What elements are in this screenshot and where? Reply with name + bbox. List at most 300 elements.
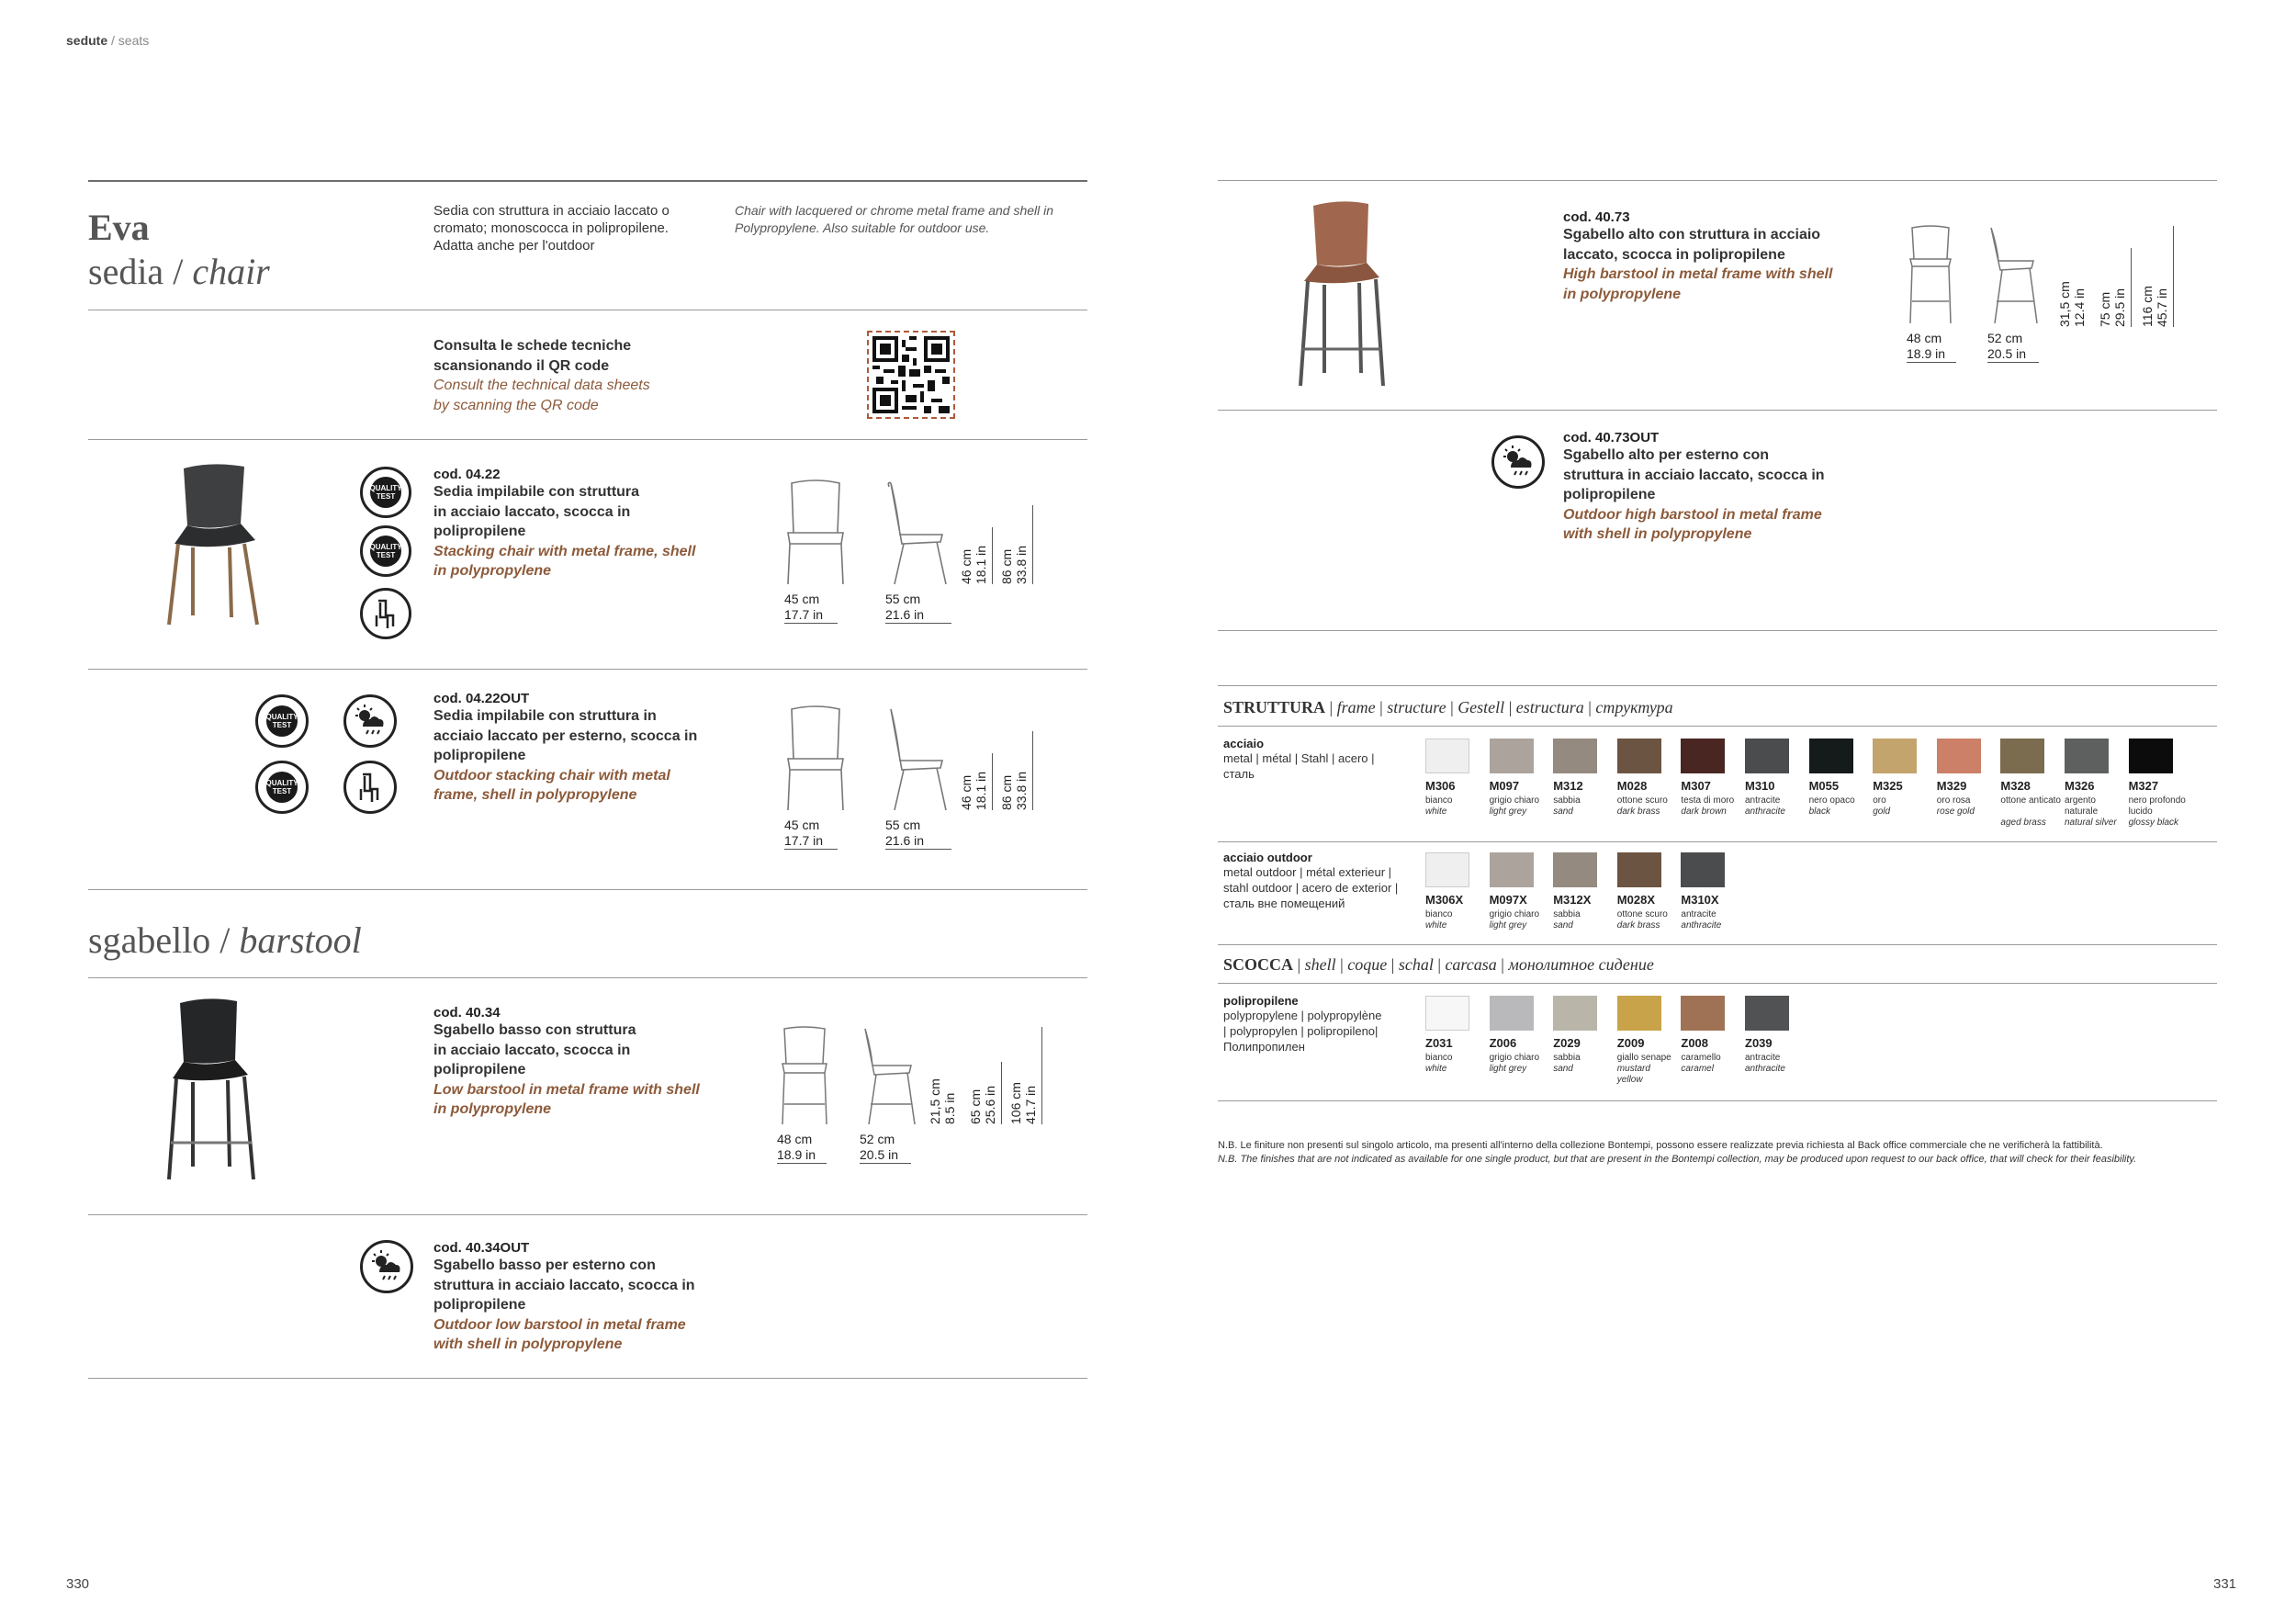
divider	[1218, 180, 2217, 181]
qr-text-it: scansionando il QR code	[433, 357, 610, 374]
dim-v2i: 33.8 in	[1014, 545, 1029, 584]
swatch-name-it: giallo senape	[1616, 1053, 1671, 1063]
dim-depth	[885, 592, 951, 624]
dim-depth	[885, 818, 951, 850]
color-swatch	[1553, 996, 1597, 1031]
divider	[1218, 630, 2217, 631]
divider	[1218, 1100, 2217, 1101]
swatch-code: Z029	[1553, 1036, 1581, 1050]
material-sub: сталь вне помещений	[1223, 897, 1345, 910]
dim-line	[992, 753, 993, 810]
product-name-en: Stacking chair with metal frame, shell	[433, 543, 696, 559]
product-name-en: High barstool in metal frame with shell	[1563, 266, 1833, 282]
product-name-it: struttura in acciaio laccato, scocca in	[1563, 467, 1825, 483]
product-name-en: frame, shell in polypropylene	[433, 787, 637, 803]
outdoor-weather-icon	[343, 694, 397, 748]
swatch-name-en: gold	[1873, 806, 1891, 817]
product-name-en: in polypropylene	[1563, 286, 1682, 302]
product-name-it: polipropilene	[433, 1062, 526, 1077]
dim-v1i: 18.1 in	[974, 771, 988, 810]
dim-line	[2131, 248, 2132, 327]
dim-total-height	[999, 775, 1014, 810]
dim-d-in: 21.6 in	[885, 833, 925, 848]
color-swatch	[1425, 852, 1469, 887]
swatch-name-it: ottone scuro	[1616, 795, 1668, 806]
swatch-code: M325	[1873, 779, 1903, 793]
color-swatch	[1553, 739, 1597, 773]
barstool-section-title	[88, 919, 362, 962]
acciaio-label	[1223, 737, 1375, 782]
dim-d-in: 21.6 in	[885, 607, 925, 622]
swatch-name-en: dark brass	[1616, 920, 1660, 930]
dim-line	[1041, 1027, 1042, 1124]
quality-label: QUALITY TEST	[265, 713, 298, 729]
material-title: acciaio outdoor	[1223, 851, 1312, 864]
product-code: cod. 40.34OUT	[433, 1240, 530, 1256]
dim-width	[784, 818, 838, 850]
product-code: cod. 40.73	[1563, 209, 1630, 225]
divider	[1218, 841, 2217, 842]
swatch-name-en: sand	[1553, 806, 1573, 817]
dim-total-height-in	[1014, 546, 1029, 584]
swatch-name-it: nero opaco	[1808, 795, 1855, 806]
color-swatch	[1745, 996, 1789, 1031]
dim-v0: 31,5 cm	[2057, 281, 2072, 327]
material-sub: Полипропилен	[1223, 1040, 1305, 1054]
color-swatch	[1425, 739, 1469, 773]
dim-v0i: 12.4 in	[2072, 288, 2087, 327]
barstool-front-drawing	[1907, 224, 1954, 327]
dim-w-cm: 48 cm	[777, 1132, 813, 1146]
product-name-it: Sgabello alto con struttura in acciaio	[1563, 227, 1821, 242]
swatch-name-en: light grey	[1489, 1064, 1527, 1074]
quality-test-en-icon	[360, 525, 411, 577]
dim-w-in: 18.9 in	[777, 1147, 816, 1162]
swatch-name-it: ottone anticato	[2000, 795, 2061, 806]
product-name-it: in acciaio laccato, scocca in	[433, 1042, 631, 1058]
swatch-name-it: caramello	[1681, 1053, 1721, 1063]
qr-code[interactable]	[867, 331, 955, 419]
dim-v2: 86 cm	[999, 774, 1014, 810]
dim-v1: 75 cm	[2098, 291, 2112, 327]
material-sub: polypropylene | polypropylène	[1223, 1009, 1382, 1022]
swatch-code: Z039	[1745, 1036, 1773, 1050]
qr-text-it: Consulta le schede tecniche	[433, 338, 632, 354]
product-name-it: in acciaio laccato, scocca in	[433, 503, 631, 520]
divider	[88, 669, 1087, 670]
product-name-it: acciaio laccato per esterno, scocca in	[433, 727, 698, 744]
swatch-name-it: testa di moro	[1681, 795, 1735, 806]
desc-it-line: Adatta anche per l'outdoor	[433, 238, 595, 254]
barstool-4073-photo	[1286, 198, 1405, 391]
family-description-en	[735, 202, 1053, 237]
dim-w-cm: 45 cm	[784, 818, 820, 832]
swatch-name-en: aged brass	[2000, 818, 2046, 828]
dim-v0: 21,5 cm	[928, 1078, 942, 1124]
product-0422out-text	[433, 691, 697, 806]
dim-width	[1907, 331, 1956, 363]
swatch-name-it: nero profondo lucido	[2128, 795, 2186, 817]
color-swatch	[1873, 739, 1917, 773]
desc-it-line: Sedia con struttura in acciaio laccato o	[433, 203, 670, 219]
dim-w-in: 17.7 in	[784, 833, 824, 848]
product-4034-text	[433, 1005, 700, 1120]
quality-label: QUALITY TEST	[369, 484, 402, 501]
swatch-name-en: anthracite	[1681, 920, 1722, 930]
dim-total-height	[2140, 286, 2155, 327]
swatch-name-en: glossy black	[2128, 818, 2179, 828]
divider	[1218, 944, 2217, 945]
chair-front-drawing	[782, 478, 849, 588]
product-name-en: Outdoor high barstool in metal frame	[1563, 506, 1822, 523]
dim-v1: 65 cm	[968, 1088, 983, 1124]
qr-code-icon	[872, 336, 950, 413]
outdoor-weather-icon	[360, 1240, 413, 1293]
swatch-code: M306	[1425, 779, 1456, 793]
swatch-code: M310X	[1681, 893, 1719, 907]
chair-side-drawing	[884, 704, 950, 814]
lang-label: structure	[1387, 698, 1446, 716]
product-name-it: Sedia impilabile con struttura	[433, 484, 640, 500]
swatch-name-en: mustard yellow	[1616, 1064, 1650, 1085]
breadcrumb-sep: /	[107, 33, 118, 48]
product-4034out-text	[433, 1240, 695, 1355]
breadcrumb-sub: seats	[118, 33, 150, 48]
divider	[1218, 983, 2217, 984]
dim-seat-height	[968, 1089, 983, 1124]
swatch-name-en: sand	[1553, 920, 1573, 930]
dim-w-in: 17.7 in	[784, 607, 824, 622]
material-sub: metal | métal | Stahl | acero |	[1223, 751, 1375, 765]
product-name-it: struttura in acciaio laccato, scocca in	[433, 1277, 695, 1293]
dim-depth	[1987, 331, 2039, 363]
struttura-title: STRUTTURA	[1223, 698, 1326, 716]
quality-test-icon	[360, 467, 411, 518]
color-swatch	[2129, 739, 2173, 773]
dim-v1i: 18.1 in	[974, 545, 988, 584]
lang-label: структура	[1595, 698, 1673, 716]
swatch-name-en: dark brown	[1681, 806, 1727, 817]
swatch-code: M028	[1616, 779, 1648, 793]
swatch-name-it: bianco	[1425, 909, 1453, 919]
swatch-name-it: argento naturale	[2065, 795, 2099, 817]
dim-arm-height-in	[2072, 288, 2087, 327]
barstool-4034-photo	[162, 996, 281, 1189]
swatch-code: M307	[1681, 779, 1711, 793]
product-name-en: with shell in polypropylene	[433, 1336, 623, 1352]
qr-instructions	[433, 336, 650, 415]
dim-seat-height	[959, 775, 974, 810]
divider	[88, 977, 1087, 978]
product-name-en: Outdoor stacking chair with metal	[433, 767, 670, 784]
page-number-right: 331	[2213, 1576, 2237, 1592]
breadcrumb-main: sedute	[66, 33, 108, 48]
swatch-name-en: anthracite	[1745, 806, 1785, 817]
subtitle-it: sedia /	[88, 251, 184, 292]
barstool-side-drawing	[1986, 224, 2041, 327]
swatch-name-it: antracite	[1745, 795, 1781, 806]
product-0422-text	[433, 467, 695, 581]
color-swatch	[1617, 996, 1661, 1031]
divider	[88, 889, 1087, 890]
quality-label: QUALITY TEST	[369, 543, 402, 559]
color-swatch	[1937, 739, 1981, 773]
dim-seat-height-in	[974, 546, 988, 584]
swatch-name-it: grigio chiaro	[1489, 795, 1540, 806]
dim-line	[1032, 505, 1033, 584]
dim-total-height-in	[1014, 772, 1029, 810]
color-swatch	[1617, 739, 1661, 773]
swatch-code: Z009	[1616, 1036, 1645, 1050]
dim-total-height	[1008, 1082, 1023, 1124]
dim-seat-height-in	[974, 772, 988, 810]
scocca-title: SCOCCA	[1223, 955, 1294, 974]
breadcrumb	[66, 33, 149, 48]
dim-w-cm: 48 cm	[1907, 331, 1942, 345]
swatch-code: Z008	[1681, 1036, 1709, 1050]
stacking-icon	[360, 588, 411, 639]
product-name-it: Sgabello basso con struttura	[433, 1022, 636, 1038]
dim-d-in: 20.5 in	[1987, 346, 2027, 361]
swatch-name-en: anthracite	[1745, 1064, 1785, 1074]
note-en: N.B. The finishes that are not indicated as available for one single product, but that are present in the Bontempi collection, may be produced upon request to our back office, that will check for their feasibility.	[1218, 1154, 2137, 1165]
dim-total-height-in	[2155, 288, 2169, 327]
dim-line	[992, 527, 993, 584]
dim-total-height-in	[1023, 1086, 1038, 1124]
swatch-name-it: grigio chiaro	[1489, 1053, 1540, 1063]
color-swatch	[2065, 739, 2109, 773]
dim-v1: 46 cm	[959, 548, 974, 584]
color-swatch	[1681, 996, 1725, 1031]
dim-arm-height	[928, 1078, 942, 1124]
product-name-en: in polypropylene	[433, 563, 552, 579]
dim-v1i: 25.6 in	[983, 1085, 997, 1124]
product-name-it: polipropilene	[433, 524, 526, 539]
color-swatch	[1745, 739, 1789, 773]
scocca-heading: SCOCCA | shell | coque | schal | carcasa | монолитное сидение	[1223, 955, 1654, 974]
dim-width	[784, 592, 838, 624]
swatch-name-en: rose gold	[1936, 806, 1975, 817]
divider	[88, 180, 1087, 182]
chair-front-drawing	[782, 704, 849, 814]
swatch-name-it: antracite	[1745, 1053, 1781, 1063]
dim-line	[1032, 731, 1033, 810]
dim-arm-height	[2057, 281, 2072, 327]
swatch-code: M312X	[1553, 893, 1592, 907]
lang-label: schal	[1398, 955, 1434, 974]
lang-label: carcasa	[1445, 955, 1497, 974]
material-sub: stahl outdoor | acero de exterior |	[1223, 881, 1399, 895]
product-name-en: Low barstool in metal frame with shell	[433, 1081, 700, 1098]
swatch-code: M097	[1489, 779, 1520, 793]
swatch-name-it: oro rosa	[1936, 795, 1971, 806]
product-name-it: Sedia impilabile con struttura in	[433, 708, 657, 724]
color-swatch	[1490, 739, 1534, 773]
note-it: N.B. Le finiture non presenti sul singolo articolo, ma presenti all'interno della collezione Bontempi, possono essere realizzate previa richiesta al Back office commerciale che ne verificherà la fattibilità.	[1218, 1140, 2103, 1151]
swatch-name-en: white	[1425, 806, 1447, 817]
swatch-name-en: light grey	[1489, 806, 1527, 817]
desc-en-line: Polypropylene. Also suitable for outdoor use.	[735, 220, 990, 235]
qr-text-en: by scanning the QR code	[433, 397, 599, 413]
product-name-en: with shell in polypropylene	[1563, 526, 1752, 542]
dim-v2i: 45.7 in	[2155, 288, 2169, 327]
color-swatch	[1490, 852, 1534, 887]
product-name-it: polipropilene	[433, 1297, 526, 1313]
dim-line	[2173, 226, 2174, 327]
swatch-name-en: sand	[1553, 1064, 1573, 1074]
barstool-title-en: barstool	[239, 919, 362, 961]
product-name-it: polipropilene	[1563, 487, 1656, 502]
color-swatch	[1553, 852, 1597, 887]
material-sub: сталь	[1223, 767, 1255, 781]
dim-total-height	[999, 549, 1014, 584]
product-name-it: laccato, scocca in polipropilene	[1563, 246, 1785, 263]
lang-label: shell	[1304, 955, 1336, 974]
dim-seat-height	[2098, 292, 2112, 327]
material-title: polipropilene	[1223, 994, 1299, 1008]
dim-v2i: 33.8 in	[1014, 771, 1029, 810]
product-name-en: Outdoor low barstool in metal frame	[433, 1316, 686, 1333]
color-swatch	[1809, 739, 1853, 773]
swatch-name-it: grigio chiaro	[1489, 909, 1540, 919]
dim-seat-height-in	[983, 1086, 997, 1124]
swatch-code: M328	[2000, 779, 2031, 793]
swatch-name-en: black	[1808, 806, 1830, 817]
stacking-icon	[343, 761, 397, 814]
swatch-code: M306X	[1425, 893, 1464, 907]
dim-v2: 86 cm	[999, 548, 1014, 584]
color-swatch	[1681, 739, 1725, 773]
swatch-name-en: caramel	[1681, 1064, 1714, 1074]
swatch-name-en: white	[1425, 1064, 1447, 1074]
lang-label: монолитное сидение	[1508, 955, 1654, 974]
swatch-code: M329	[1936, 779, 1967, 793]
product-name-it: polipropilene	[433, 748, 526, 763]
swatch-code: M326	[2065, 779, 2095, 793]
divider	[1218, 410, 2217, 411]
product-name-it: Sgabello basso per esterno con	[433, 1257, 656, 1273]
family-description-it	[433, 202, 670, 254]
chair-0422-photo	[156, 459, 285, 634]
page-number-left: 330	[66, 1576, 90, 1592]
barstool-front-drawing	[777, 1025, 832, 1128]
barstool-title-it: sgabello /	[88, 919, 231, 961]
product-family-subtitle	[88, 250, 270, 293]
product-4073-text	[1563, 209, 1832, 304]
dim-width	[777, 1132, 827, 1164]
product-code: cod. 04.22	[433, 467, 501, 482]
chair-side-drawing	[884, 478, 950, 588]
swatch-name-it: sabbia	[1553, 909, 1581, 919]
material-sub: | polypropylen | polipropileno|	[1223, 1024, 1379, 1038]
swatch-code: M310	[1745, 779, 1775, 793]
swatch-name-it: sabbia	[1553, 1053, 1581, 1063]
divider	[88, 1214, 1087, 1215]
outdoor-label	[1223, 851, 1398, 911]
swatch-code: Z006	[1489, 1036, 1517, 1050]
dim-w-cm: 45 cm	[784, 592, 820, 606]
dim-d-in: 20.5 in	[860, 1147, 899, 1162]
swatch-code: M028X	[1616, 893, 1655, 907]
material-sub: metal outdoor | métal exterieur |	[1223, 865, 1392, 879]
dim-arm-height-in	[942, 1093, 957, 1124]
swatch-name-it: bianco	[1425, 1053, 1453, 1063]
desc-en-line: Chair with lacquered or chrome metal frame and shell in	[735, 203, 1054, 218]
swatch-code: M097X	[1489, 893, 1527, 907]
dim-w-in: 18.9 in	[1907, 346, 1946, 361]
dim-d-cm: 55 cm	[885, 818, 921, 832]
dim-seat-height-in	[2112, 288, 2127, 327]
color-swatch	[1425, 996, 1469, 1031]
swatch-name-it: antracite	[1681, 909, 1716, 919]
swatch-name-it: bianco	[1425, 795, 1453, 806]
swatch-name-it: oro	[1873, 795, 1886, 806]
color-swatch	[1617, 852, 1661, 887]
lang-label: Gestell	[1458, 698, 1505, 716]
dim-seat-height	[959, 549, 974, 584]
quality-test-icon	[255, 694, 309, 748]
qr-text-en: Consult the technical data sheets	[433, 378, 650, 393]
swatch-name-en: natural silver	[2065, 818, 2117, 828]
poly-label	[1223, 994, 1382, 1054]
dim-v1: 46 cm	[959, 774, 974, 810]
product-code: cod. 04.22OUT	[433, 691, 530, 706]
dim-v2: 106 cm	[1008, 1082, 1023, 1124]
struttura-heading: STRUTTURA | frame | structure | Gestell | estructura | структура	[1223, 698, 1673, 716]
dim-depth	[860, 1132, 911, 1164]
barstool-side-drawing	[860, 1025, 918, 1128]
product-name-it: Sgabello alto per esterno con	[1563, 447, 1770, 463]
dim-d-cm: 55 cm	[885, 592, 921, 606]
desc-it-line: cromato; monoscocca in polipropilene.	[433, 220, 669, 236]
finishes-note	[1218, 1139, 2228, 1167]
swatch-name-it: sabbia	[1553, 795, 1581, 806]
swatch-code: M055	[1808, 779, 1840, 793]
divider	[88, 1378, 1087, 1379]
swatch-name-en: dark brass	[1616, 806, 1660, 817]
swatch-code: M312	[1553, 779, 1583, 793]
product-family-title: Eva	[88, 207, 150, 248]
dim-line	[1001, 1062, 1002, 1124]
product-name-en: in polypropylene	[433, 1101, 552, 1117]
product-code: cod. 40.34	[433, 1005, 501, 1021]
dim-v2i: 41.7 in	[1023, 1085, 1038, 1124]
lang-label: frame	[1336, 698, 1376, 716]
subtitle-en: chair	[192, 251, 270, 292]
color-swatch	[1681, 852, 1725, 887]
divider	[88, 439, 1087, 440]
lang-label: estructura	[1515, 698, 1584, 716]
swatch-code: Z031	[1425, 1036, 1453, 1050]
divider	[1218, 685, 2217, 686]
divider	[1218, 726, 2217, 727]
dim-v1i: 29.5 in	[2112, 288, 2127, 327]
swatch-name-it: ottone scuro	[1616, 909, 1668, 919]
swatch-name-en: light grey	[1489, 920, 1527, 930]
color-swatch	[1490, 996, 1534, 1031]
dim-d-cm: 52 cm	[1987, 331, 2023, 345]
dim-v0i: 8.5 in	[942, 1092, 957, 1124]
color-swatch	[2000, 739, 2044, 773]
material-title: acciaio	[1223, 737, 1265, 750]
dim-v2: 116 cm	[2140, 286, 2155, 327]
product-code: cod. 40.73OUT	[1563, 430, 1660, 445]
swatch-name-en: white	[1425, 920, 1447, 930]
swatch-code: M327	[2128, 779, 2159, 793]
quality-label: QUALITY TEST	[265, 779, 298, 795]
quality-test-en-icon	[255, 761, 309, 814]
dim-d-cm: 52 cm	[860, 1132, 895, 1146]
